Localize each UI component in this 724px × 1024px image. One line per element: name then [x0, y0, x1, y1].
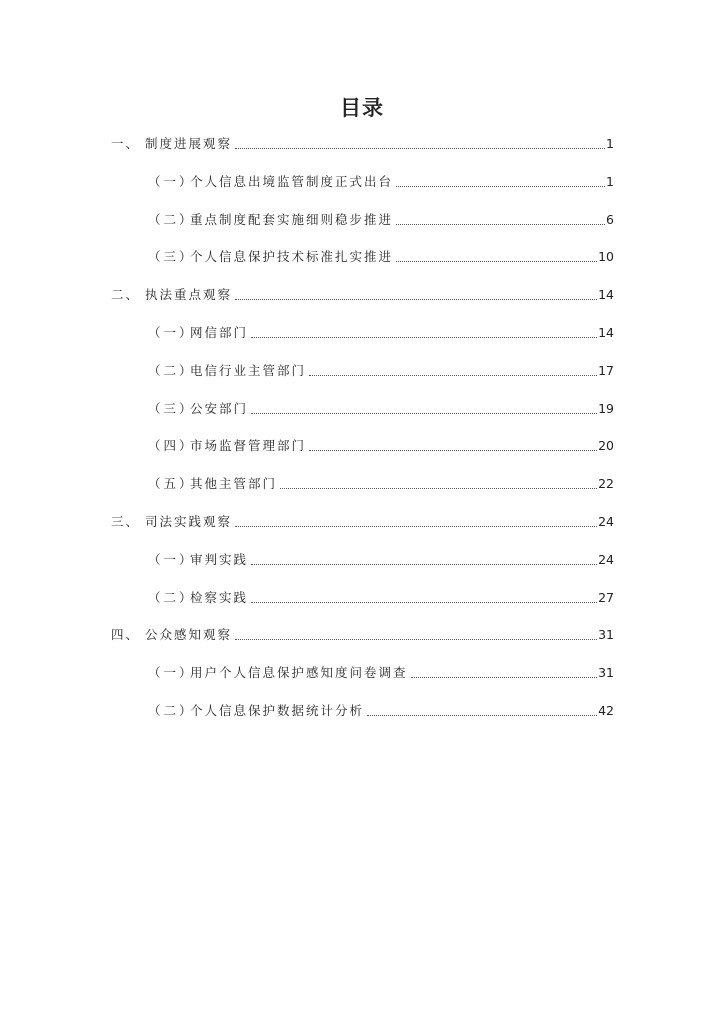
- toc-entry-number: （一）: [148, 552, 195, 567]
- toc-page-number: 42: [598, 703, 614, 718]
- toc-subsection-entry[interactable]: [148, 588, 614, 608]
- toc-page-number: 1: [606, 174, 614, 189]
- toc-dot-leader: [251, 563, 597, 565]
- toc-section-entry[interactable]: [111, 625, 614, 645]
- toc-dot-leader: [280, 487, 597, 489]
- toc-entry-label: 检察实践: [190, 590, 249, 605]
- toc-entry-label: 用户个人信息保护感知度问卷调查: [190, 665, 408, 680]
- toc-section-entry[interactable]: [111, 512, 614, 532]
- toc-page-number: 20: [598, 438, 614, 453]
- toc-entry-number: （一）: [148, 665, 195, 680]
- toc-dot-leader: [396, 260, 597, 262]
- toc-section-entry[interactable]: [111, 285, 614, 305]
- toc-entry-number: （二）: [148, 703, 195, 718]
- toc-entry-number: 三、: [111, 514, 141, 529]
- toc-subsection-entry[interactable]: [148, 550, 614, 570]
- toc-title: 目录: [340, 96, 384, 120]
- toc-entry-label: 执法重点观察: [145, 287, 233, 302]
- toc-entry-label: 电信行业主管部门: [190, 363, 307, 378]
- toc-subsection-entry[interactable]: [148, 247, 614, 267]
- toc-page-number: 17: [598, 363, 614, 378]
- toc-entry-number: 四、: [111, 627, 141, 642]
- toc-page-number: 24: [598, 514, 614, 529]
- toc-dot-leader: [396, 223, 605, 225]
- toc-page-number: 10: [598, 249, 614, 264]
- toc-subsection-entry[interactable]: [148, 663, 614, 683]
- toc-entry-number: （三）: [148, 249, 195, 264]
- toc-subsection-entry[interactable]: [148, 361, 614, 381]
- toc-entry-label: 市场监督管理部门: [190, 438, 307, 453]
- toc-entry-number: （一）: [148, 174, 195, 189]
- toc-page-number: 19: [598, 401, 614, 416]
- toc-page-number: 6: [606, 212, 614, 227]
- toc-subsection-entry[interactable]: [148, 399, 614, 419]
- toc-entry-label: 个人信息出境监管制度正式出台: [190, 174, 394, 189]
- toc-entry-number: （四）: [148, 438, 195, 453]
- toc-page-number: 31: [598, 665, 614, 680]
- toc-subsection-entry[interactable]: [148, 323, 614, 343]
- toc-subsection-entry[interactable]: [148, 210, 614, 230]
- toc-entry-label: 审判实践: [190, 552, 249, 567]
- toc-subsection-entry[interactable]: [148, 474, 614, 494]
- toc-entry-number: 一、: [111, 136, 141, 151]
- toc-page-number: 14: [598, 287, 614, 302]
- toc-entry-label: 个人信息保护数据统计分析: [190, 703, 365, 718]
- toc-entry-label: 个人信息保护技术标准扎实推进: [190, 249, 394, 264]
- toc-dot-leader: [235, 147, 605, 149]
- toc-dot-leader: [367, 714, 597, 716]
- toc-page-number: 1: [606, 136, 614, 151]
- toc-page-number: 27: [598, 590, 614, 605]
- toc-subsection-entry[interactable]: [148, 436, 614, 456]
- toc-dot-leader: [251, 601, 597, 603]
- toc-entry-number: （二）: [148, 590, 195, 605]
- toc-dot-leader: [251, 336, 597, 338]
- toc-dot-leader: [411, 676, 598, 678]
- toc-page-number: 14: [598, 325, 614, 340]
- toc-page-number: 31: [598, 627, 614, 642]
- toc-subsection-entry[interactable]: [148, 701, 614, 721]
- toc-dot-leader: [235, 298, 597, 300]
- toc-entry-label: 网信部门: [190, 325, 249, 340]
- toc-dot-leader: [235, 638, 597, 640]
- toc-dot-leader: [235, 525, 597, 527]
- toc-entry-label: 制度进展观察: [145, 136, 233, 151]
- toc-dot-leader: [251, 412, 597, 414]
- toc-entry-label: 司法实践观察: [145, 514, 233, 529]
- toc-entry-label: 其他主管部门: [190, 476, 278, 491]
- toc-entry-number: （一）: [148, 325, 195, 340]
- toc-page-number: 24: [598, 552, 614, 567]
- toc-page-number: 22: [598, 476, 614, 491]
- toc-dot-leader: [396, 185, 605, 187]
- toc-dot-leader: [309, 449, 597, 451]
- toc-entry-number: （二）: [148, 363, 195, 378]
- toc-dot-leader: [309, 374, 597, 376]
- toc-entry-number: （五）: [148, 476, 195, 491]
- toc-entry-label: 公众感知观察: [145, 627, 233, 642]
- toc-section-entry[interactable]: [111, 134, 614, 154]
- toc-entry-number: （三）: [148, 401, 195, 416]
- toc-subsection-entry[interactable]: [148, 172, 614, 192]
- toc-entry-label: 重点制度配套实施细则稳步推进: [190, 212, 394, 227]
- toc-entry-label: 公安部门: [190, 401, 249, 416]
- toc-entry-number: （二）: [148, 212, 195, 227]
- toc-entry-number: 二、: [111, 287, 141, 302]
